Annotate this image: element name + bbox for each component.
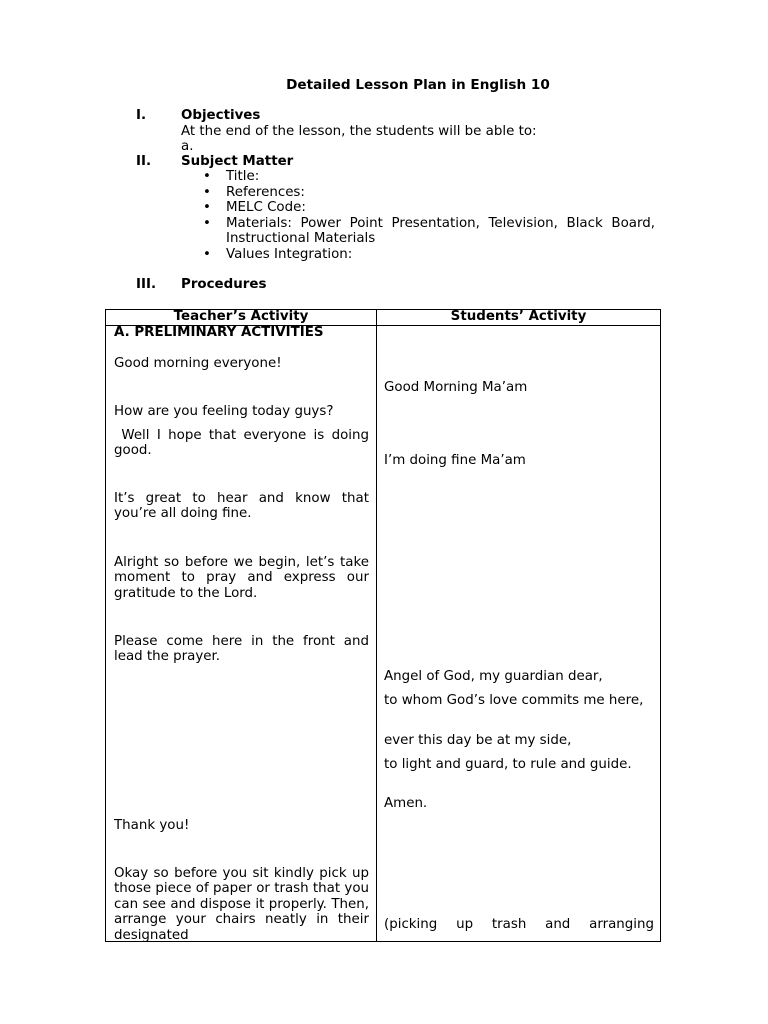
teacher-line: Alright so before we begin, let’s take moment to pray and express our gratitude to the Lord. [114,555,369,601]
page-title: Detailed Lesson Plan in English 10 [286,77,550,93]
teacher-line: Thank you! [114,818,190,833]
student-line: I’m doing fine Ma’am [384,453,526,468]
procedures-heading: Procedures [181,277,267,292]
student-line: ever this day be at my side, [384,733,572,748]
subject-matter-number: II. [136,154,152,169]
bullet-icon: • [203,247,211,262]
subject-matter-heading: Subject Matter [181,154,294,169]
bullet-icon: • [203,200,211,215]
activity-table [105,309,661,942]
student-line: to whom God’s love commits me here, [384,693,644,708]
objectives-intro: At the end of the lesson, the students will be able to: [181,124,537,139]
teacher-line: Okay so before you sit kindly pick up those piece of paper or trash that you can see and dispose it properly. Then, arrange your chairs neatly in their designated [114,866,369,943]
preliminary-activities-heading: A. PRELIMINARY ACTIVITIES [114,325,324,340]
subject-values-item: Values Integration: [226,247,353,262]
column-divider [376,310,377,941]
procedures-number: III. [136,277,157,292]
subject-title-item: Title: [226,169,260,184]
objective-item-a: a. [181,139,194,154]
student-line: Amen. [384,796,428,811]
student-line: Good Morning Ma’am [384,380,528,395]
objectives-heading: Objectives [181,108,261,123]
bullet-icon: • [203,216,211,231]
subject-references-item: References: [226,185,305,200]
teacher-line: How are you feeling today guys? [114,404,334,419]
teacher-activity-header: Teacher’s Activity [173,309,309,324]
bullet-icon: • [203,185,211,200]
subject-materials-item: Materials: Power Point Presentation, Television, Black Board, Instructional Materials [226,216,655,247]
teacher-line: Good morning everyone! [114,356,282,371]
teacher-line: It’s great to hear and know that you’re all doing fine. [114,491,369,522]
students-activity-header: Students’ Activity [450,309,587,324]
student-line: to light and guard, to rule and guide. [384,757,632,772]
subject-melc-item: MELC Code: [226,200,306,215]
bullet-icon: • [203,169,211,184]
student-line: (picking up trash and arranging [384,917,654,932]
teacher-line: Please come here in the front and lead the prayer. [114,634,369,665]
student-line: Angel of God, my guardian dear, [384,669,603,684]
teacher-line: Well I hope that everyone is doing good. [114,428,374,459]
objectives-number: I. [136,108,147,123]
